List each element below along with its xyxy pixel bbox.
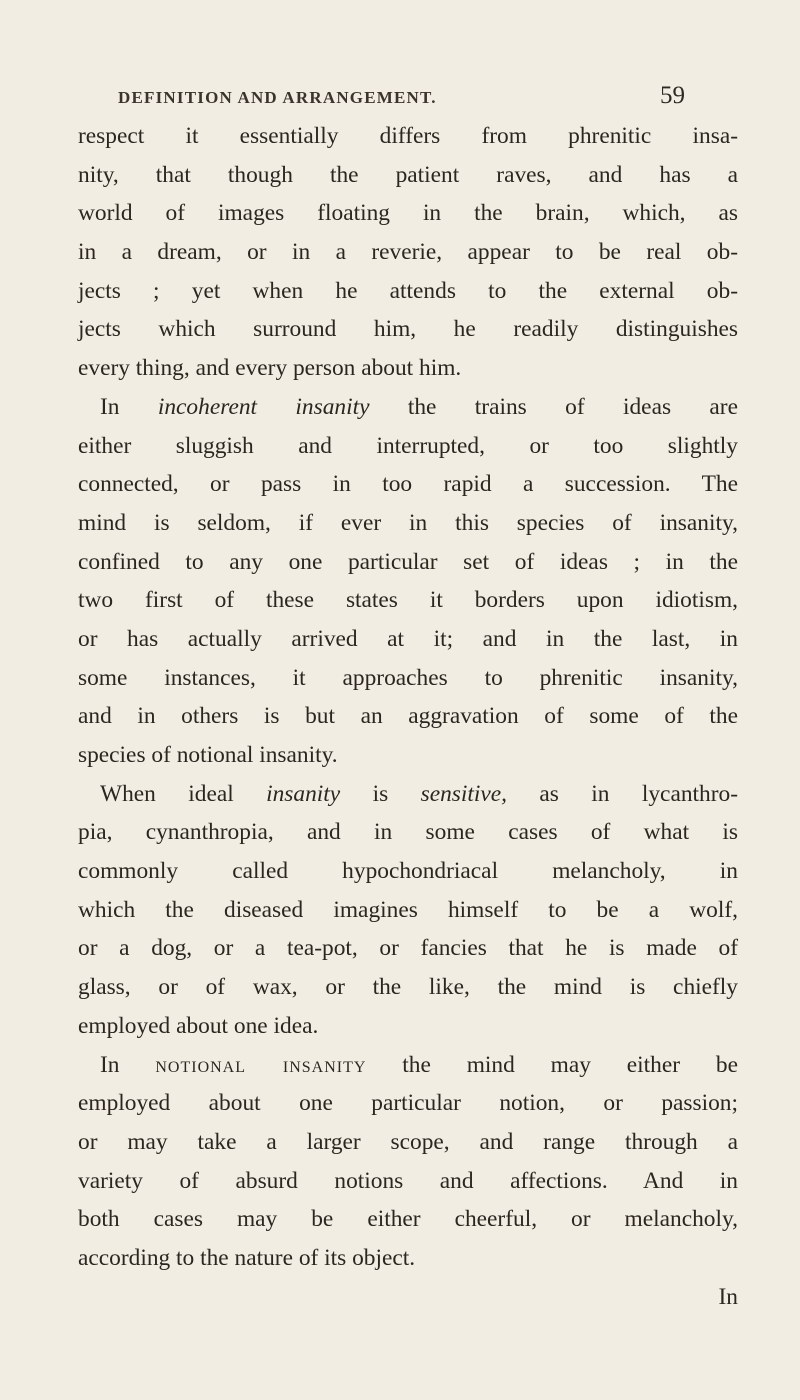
text-run: In bbox=[100, 1051, 156, 1078]
text-run: is bbox=[340, 780, 421, 807]
italic-term: insanity bbox=[266, 780, 341, 807]
paragraph-start-line bbox=[78, 1046, 738, 1085]
text-line: glass, or of wax, or the like, the mind is chiefly bbox=[78, 974, 738, 1001]
text-line: both cases may be either cheerful, or melancholy, bbox=[78, 1206, 738, 1233]
text-run: the trains of ideas are bbox=[369, 393, 738, 420]
text-line: or a dog, or a tea-pot, or fancies that he is made of bbox=[78, 935, 738, 962]
text-line: confined to any one particular set of ideas ; in the bbox=[78, 548, 738, 575]
text-run: In bbox=[100, 393, 158, 420]
text-line: jects which surround him, he readily distinguishes bbox=[78, 316, 738, 343]
text-line: employed about one particular notion, or passion; bbox=[78, 1090, 738, 1117]
text-line: two first of these states it borders upon idiotism, bbox=[78, 587, 738, 614]
text-line: and in others is but an aggravation of some of the bbox=[78, 703, 738, 730]
text-line: employed about one idea. bbox=[78, 1012, 319, 1039]
italic-term: incoherent insanity bbox=[157, 393, 370, 420]
text-line: respect it essentially differs from phrenitic insa- bbox=[78, 123, 738, 149]
text-line: or has actually arrived at it; and in the last, in bbox=[78, 625, 738, 652]
text-line: pia, cynanthropia, and in some cases of what is bbox=[78, 819, 738, 846]
body-text bbox=[78, 117, 738, 1316]
text-line: variety of absurd notions and affections. And in bbox=[78, 1167, 738, 1194]
running-title: DEFINITION AND ARRANGEMENT. bbox=[118, 88, 437, 107]
page-number: 59 bbox=[660, 82, 685, 109]
catchword: In bbox=[718, 1283, 738, 1310]
text-line: jects ; yet when he attends to the external ob- bbox=[78, 277, 738, 304]
text-line: some instances, it approaches to phrenitic insanity, bbox=[78, 664, 738, 691]
text-line: connected, or pass in too rapid a succession. The bbox=[78, 471, 738, 498]
text-run: When ideal bbox=[100, 780, 267, 807]
text-line: world of images floating in the brain, which, as bbox=[78, 200, 738, 227]
text-line: nity, that though the patient raves, and has a bbox=[78, 161, 738, 188]
text-line: every thing, and every person about him. bbox=[78, 355, 462, 382]
paragraph-start-line bbox=[78, 388, 738, 427]
paragraph-start-line bbox=[78, 775, 738, 814]
text-line: in a dream, or in a reverie, appear to be real ob- bbox=[78, 239, 738, 266]
running-head bbox=[0, 82, 800, 112]
text-line: or may take a larger scope, and range through a bbox=[78, 1128, 738, 1155]
text-line: commonly called hypochondriacal melancholy, in bbox=[78, 858, 738, 885]
text-run: the mind may either be bbox=[366, 1051, 738, 1078]
text-line: mind is seldom, if ever in this species of insanity, bbox=[78, 509, 738, 536]
text-line: species of notional insanity. bbox=[78, 742, 338, 768]
italic-term: sensitive, bbox=[420, 780, 507, 807]
text-run: as in lycanthro- bbox=[506, 780, 738, 807]
text-line: which the diseased imagines himself to be a wolf, bbox=[78, 896, 738, 923]
small-caps-term: notional insanity bbox=[155, 1051, 367, 1078]
text-line: according to the nature of its object. bbox=[78, 1244, 416, 1271]
text-line: either sluggish and interrupted, or too slightly bbox=[78, 432, 738, 459]
